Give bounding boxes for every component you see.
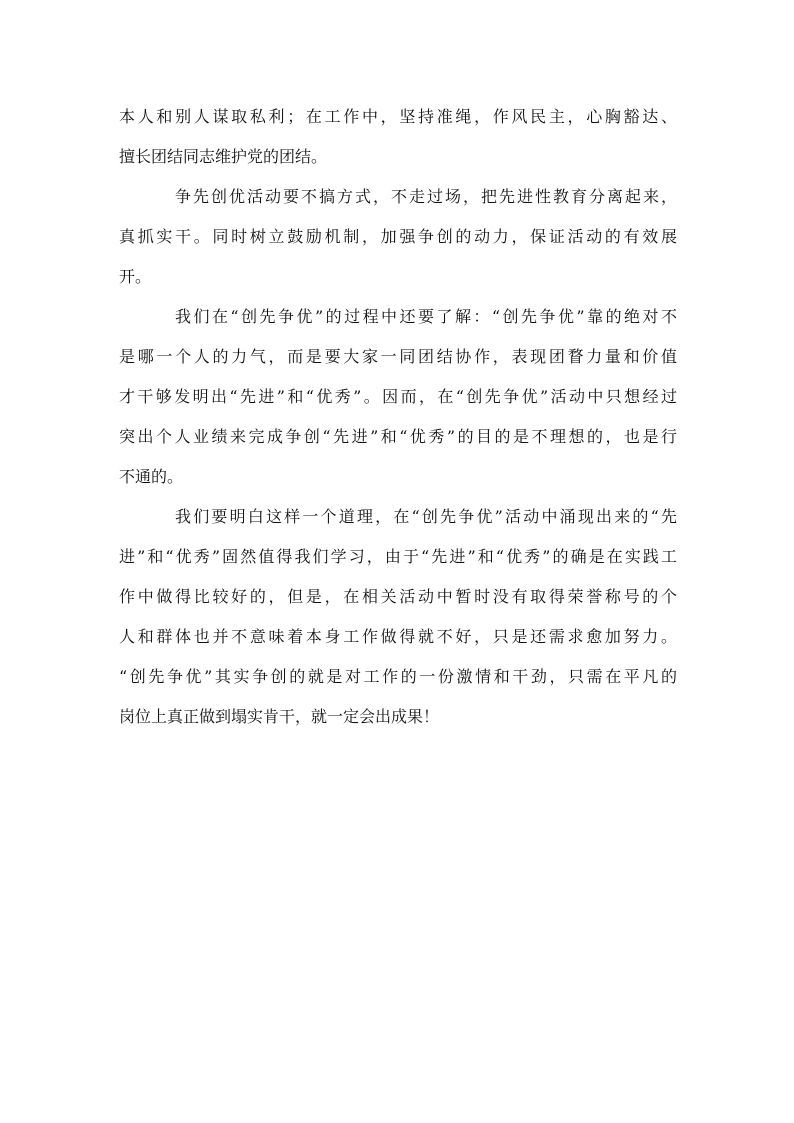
paragraph-1 [119,97,677,177]
paragraph-4 [119,497,677,737]
text-line: “创先争优”其实争创的就是对工作的一份激情和干劲，只需在平凡的 [119,667,677,686]
text-line: 我们要明白这样一个道理，在“创先争优”活动中涌现出来的“先 [175,507,677,526]
text-line: 擅长团结同志维护党的团结。 [119,147,328,166]
text-line: 争先创优活动要不搞方式，不走过场，把先进性教育分离起来， [175,187,677,206]
paragraph-2 [119,177,677,297]
text-line: 本人和别人谋取私利；在工作中，坚持准绳，作风民主，心胸豁达、 [119,107,677,126]
text-line: 真抓实干。同时树立鼓励机制，加强争创的动力，保证活动的有效展 [119,227,677,246]
text-line: 进”和“优秀”固然值得我们学习，由于“先进”和“优秀”的确是在实践工 [119,547,677,566]
text-line: 突出个人业绩来完成争创“先进”和“优秀”的目的是不理想的，也是行 [119,427,677,446]
text-line: 我们在“创先争优”的过程中还要了解：“创先争优”靠的绝对不 [175,307,677,326]
paragraph-3 [119,297,677,497]
text-line: 人和群体也并不意味着本身工作做得就不好，只是还需求愈加努力。 [119,627,677,646]
text-line: 作中做得比较好的，但是，在相关活动中暂时没有取得荣誉称号的个 [119,587,677,606]
text-line: 不通的。 [119,467,184,486]
text-line: 是哪一个人的力气，而是要大家一同团结协作，表现团瞀力量和价值 [119,347,677,366]
document-page [119,97,677,737]
text-line: 开。 [119,267,152,286]
text-line: 才干够发明出“先进”和“优秀”。因而，在“创先争优”活动中只想经过 [119,387,677,406]
text-line: 岗位上真正做到塌实肯干，就一定会出成果！ [119,707,440,726]
